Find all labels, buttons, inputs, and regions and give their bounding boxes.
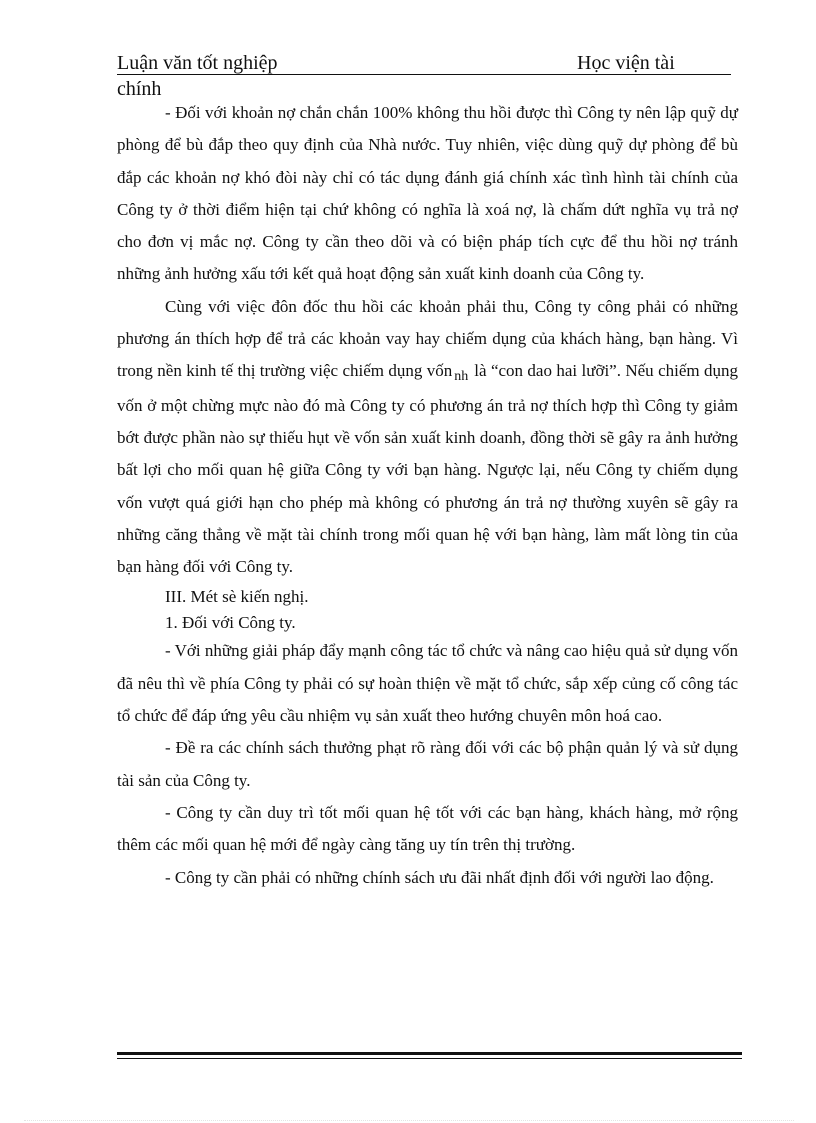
header-continuation: chính (117, 78, 162, 100)
header-underline (117, 74, 731, 75)
paragraph-reward-policy: - Đề ra các chính sách thưởng phạt rõ ràng đối với các bộ phận quản lý và sử dụng tài sản của Công ty. (117, 738, 738, 790)
page-bottom-edge (24, 1120, 794, 1121)
paragraph-employee-policy: - Công ty cần phải có những chính sách ưu đãi nhất định đối với người lao động. (165, 867, 714, 887)
paragraph-customer-relations: - Công ty cần duy trì tốt mối quan hệ tốt với các bạn hàng, khách hàng, mở rộng thêm các mối quan hệ mới để ngày càng tăng uy tín trên thị trường. (117, 802, 738, 855)
footer-double-rule-thick (117, 1052, 742, 1055)
paragraph-payables (117, 291, 738, 584)
section-heading-recommendations: III. Mét sè kiến nghị. (165, 587, 309, 607)
subsection-heading-company: 1. Đối với Công ty. (165, 613, 296, 633)
header-left-title: Luận văn tốt nghiệp (117, 52, 278, 74)
header-right-title: Học viện tài (577, 52, 675, 74)
paragraph-payables-part-a: Cùng với việc đôn đốc thu hồi các khoản phải thu, Công ty công phải có những phương án thích hợp để trả các khoản vay hay chiếm dụng của khách hàng, bạn hàng. Vì trong nền kinh tế thị trường việc chiếm dụng vốn (117, 296, 738, 381)
document-body (117, 97, 738, 894)
paragraph-organization: - Với những giải pháp đẩy mạnh công tác tổ chức và nâng cao hiệu quả sử dụng vốn đã nêu thì về phía Công ty phải có sự hoàn thiện về mặt tổ chức, sắp xếp củng cố công tác tổ chức để đáp ứng yêu cầu nhiệm vụ sản xuất theo hướng chuyên môn hoá cao. (117, 641, 738, 726)
paragraph-payables-part-b: là “con dao hai lưỡi”. Nếu chiếm dụng vốn ở một chừng mực nào đó mà Công ty có phương án trả nợ thích hợp thì Công ty giảm bớt được phần nào sự thiếu hụt về vốn sản xuất kinh doanh, đồng thời sẽ gây ra ảnh hưởng bất lợi cho mối quan hệ giữa Công ty với bạn hàng. Ngược lại, nếu Công ty chiếm dụng vốn vượt quá giới hạn cho phép mà không có phương án trả nợ thường xuyên sẽ gây ra những căng thẳng về mặt tài chính trong mối quan hệ với bạn hàng, làm mất lòng tin của bạn hàng đối với Công ty. (117, 361, 738, 577)
paragraph-bad-debt: - Đối với khoản nợ chắn chắn 100% không thu hồi được thì Công ty nên lập quỹ dự phòng để bù đắp theo quy định của Nhà nước. Tuy nhiên, việc dùng quỹ dự phòng để bù đắp các khoản nợ khó đòi này chỉ có tác dụng đánh giá chính xác tình hình tài chính của Công ty ở thời điểm hiện tại chứ không có nghĩa là xoá nợ, là chấm dứt nghĩa vụ trả nợ cho đơn vị mắc nợ. Công ty cần theo dõi và có biện pháp tích cực để thu hồi nợ tránh những ảnh hưởng xấu tới kết quả hoạt động sản xuất kinh doanh của Công ty. (117, 103, 738, 284)
subscript-fragment: nh (454, 369, 469, 385)
footer-double-rule-thin (117, 1058, 742, 1059)
